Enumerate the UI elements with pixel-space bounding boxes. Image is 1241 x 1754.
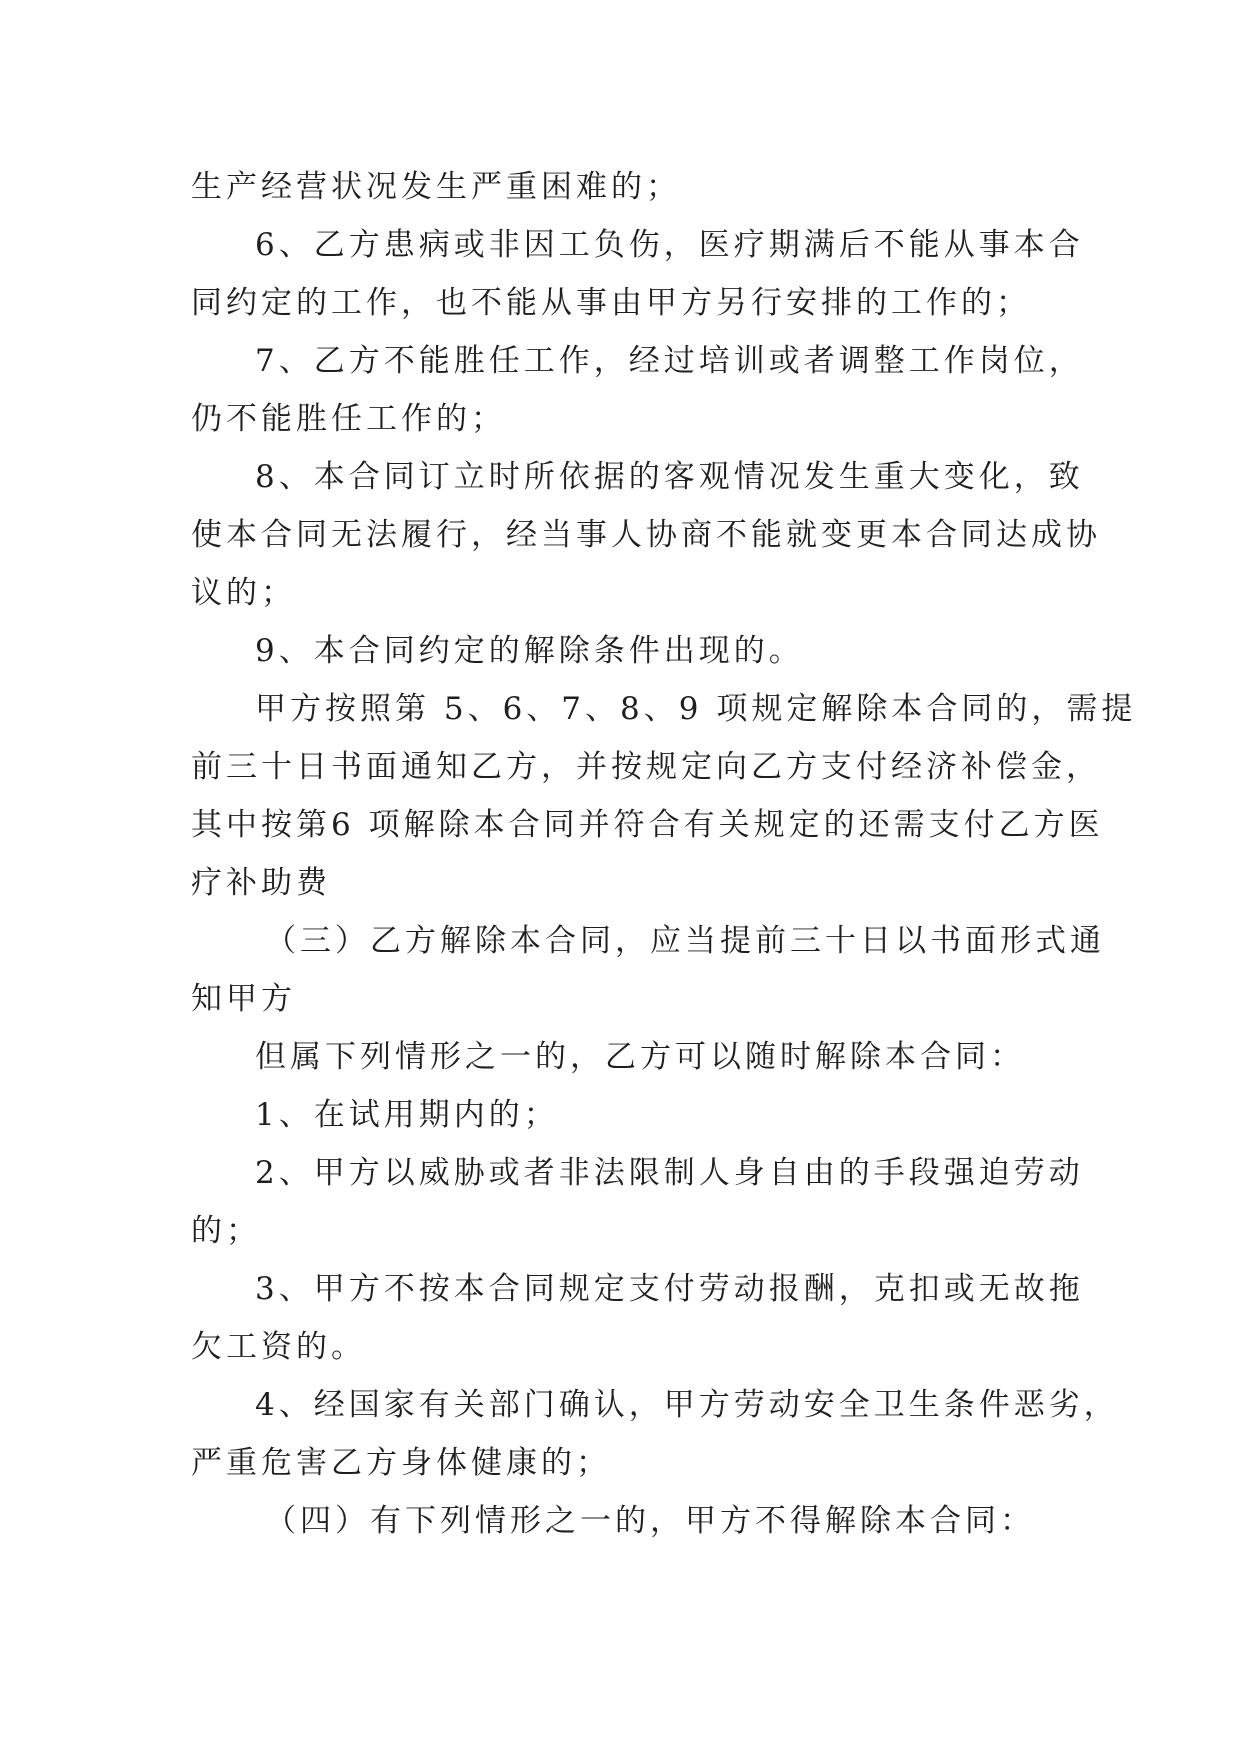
text-line: 其中按第6 项解除本合同并符合有关规定的还需支付乙方医 <box>191 807 1104 843</box>
text-line: 1、在试用期内的； <box>255 1097 559 1133</box>
text-line: 仍不能胜任工作的； <box>191 401 506 437</box>
text-line: 2、甲方以威胁或者非法限制人身自由的手段强迫劳动 <box>255 1155 1084 1191</box>
text-line: 议的； <box>191 575 296 611</box>
text-line: 使本合同无法履行，经当事人协商不能就变更本合同达成协 <box>191 517 1101 553</box>
text-line: 3、甲方不按本合同规定支付劳动报酬，克扣或无故拖 <box>255 1271 1084 1307</box>
text-line: 前三十日书面通知乙方，并按规定向乙方支付经济补偿金， <box>191 749 1101 785</box>
text-line: 同约定的工作，也不能从事由甲方另行安排的工作的； <box>191 285 1031 321</box>
text-line: 但属下列情形之一的，乙方可以随时解除本合同： <box>255 1039 1025 1075</box>
text-line: （四）有下列情形之一的，甲方不得解除本合同： <box>265 1503 1035 1539</box>
text-line: 6、乙方患病或非因工负伤，医疗期满后不能从事本合 <box>255 227 1084 263</box>
text-line: 知甲方 <box>191 981 296 1017</box>
text-line: 7、乙方不能胜任工作，经过培训或者调整工作岗位， <box>255 343 1084 379</box>
text-line: （三）乙方解除本合同，应当提前三十日以书面形式通 <box>265 923 1105 959</box>
text-line: 疗补助费 <box>191 865 331 901</box>
text-line: 生产经营状况发生严重困难的； <box>191 169 681 205</box>
text-line: 欠工资的。 <box>191 1329 366 1365</box>
text-line: 8、本合同订立时所依据的客观情况发生重大变化，致 <box>255 459 1084 495</box>
text-line: 9、本合同约定的解除条件出现的。 <box>255 633 804 669</box>
text-line: 严重危害乙方身体健康的； <box>191 1445 611 1481</box>
text-line: 甲方按照第 5、6、7、8、9 项规定解除本合同的，需提 <box>255 691 1137 727</box>
text-line: 4、经国家有关部门确认，甲方劳动安全卫生条件恶劣， <box>255 1387 1119 1423</box>
text-line: 的； <box>191 1213 261 1249</box>
